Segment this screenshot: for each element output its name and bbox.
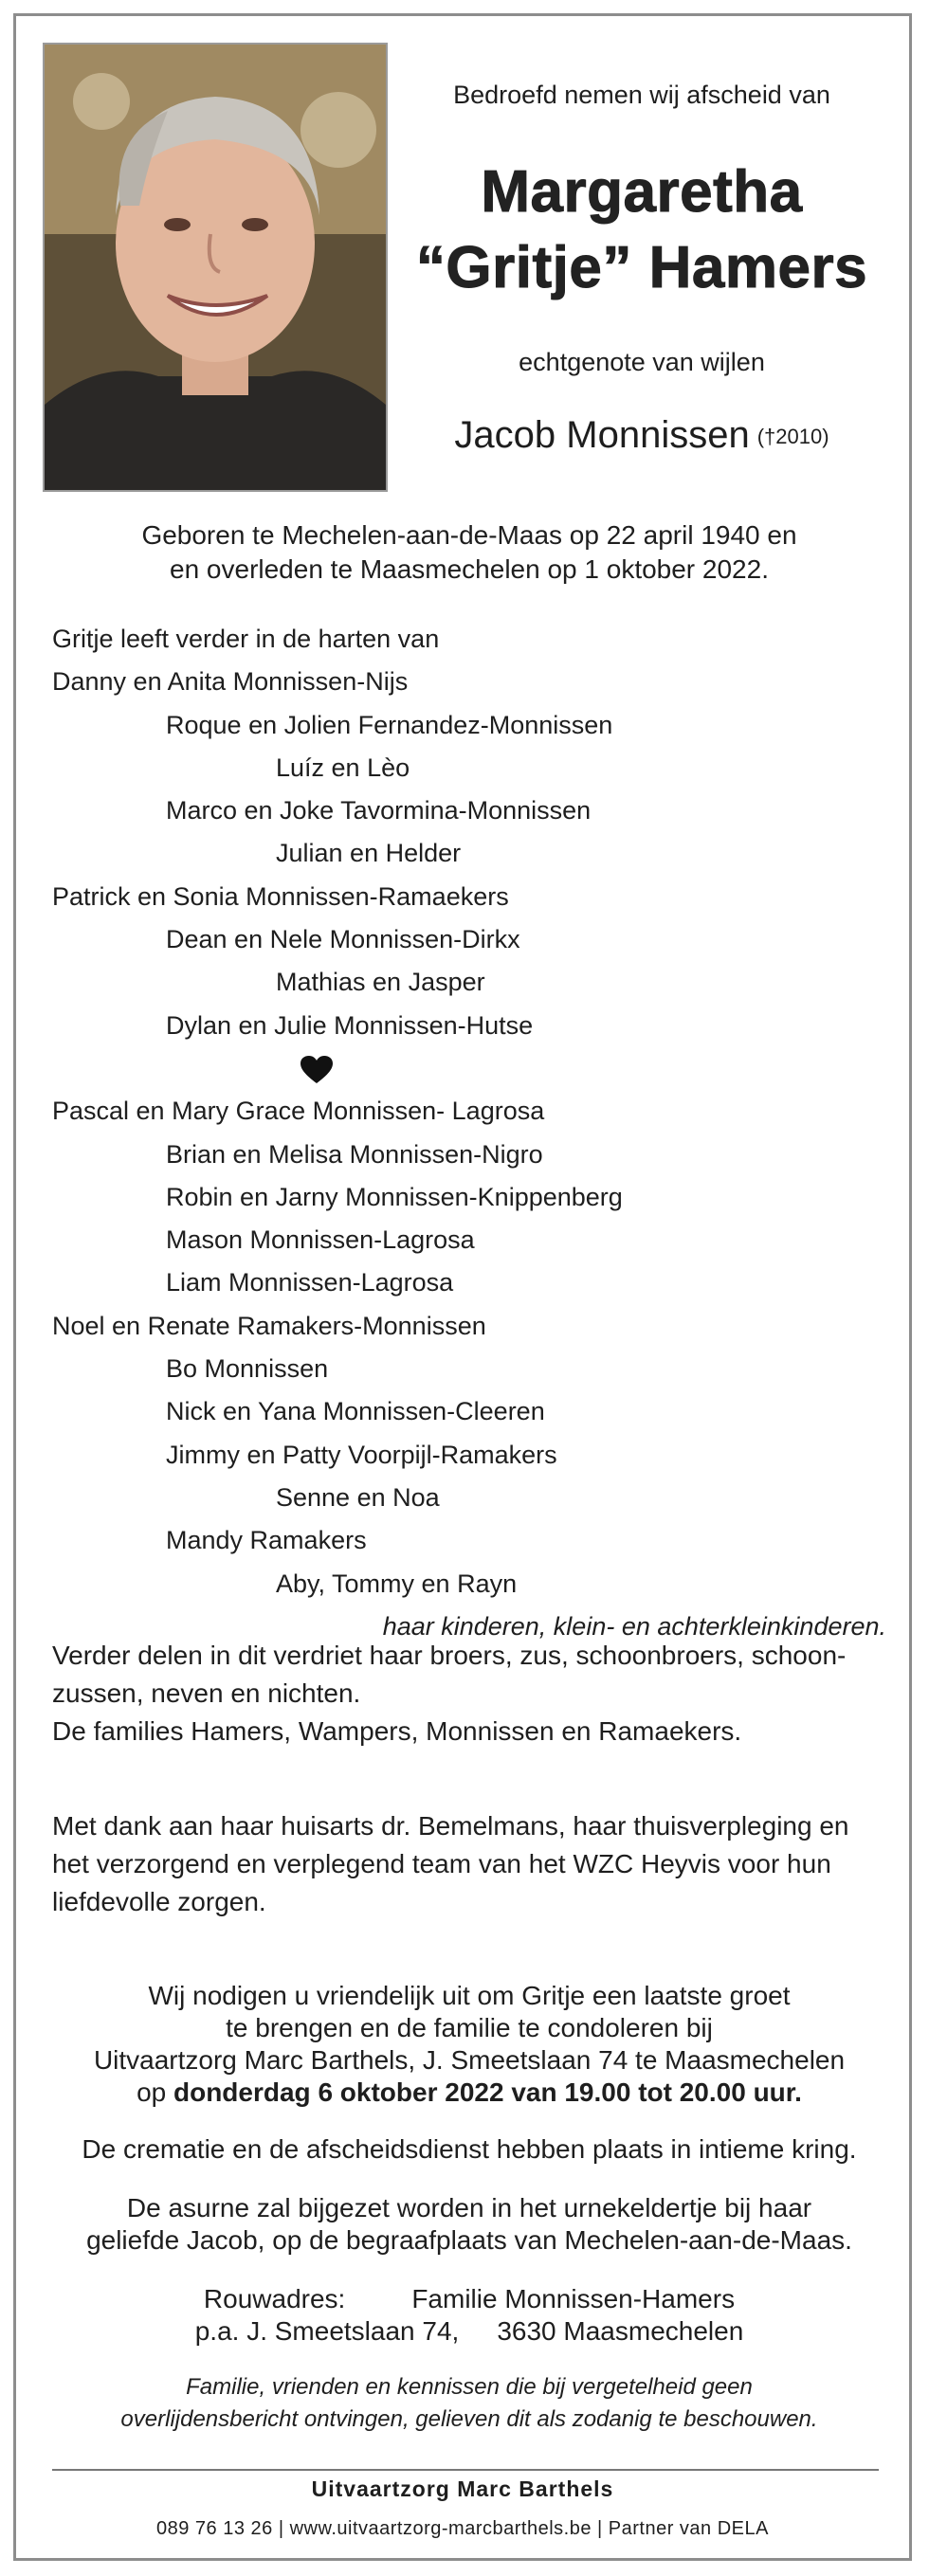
deceased-first-name: Margaretha	[481, 159, 803, 225]
footer-phone: 089 76 13 26	[156, 2518, 273, 2539]
family-member-row: Danny en Anita Monnissen-Nijs	[52, 667, 409, 697]
share-line-1: Verder delen in dit verdriet haar broers, zus, schoonbroers, schoon-	[52, 1641, 847, 1670]
family-member-row: Jimmy en Patty Voorpijl-Ramakers	[166, 1440, 557, 1469]
invite-line-1: Wij nodigen u vriendelijk uit om Gritje een laatste groet	[148, 1981, 791, 2010]
invite-line-2: te brengen en de familie te condoleren bij	[226, 2013, 713, 2042]
invite-line-3: Uitvaartzorg Marc Barthels, J. Smeetslaan 74 te Maasmechelen	[93, 2045, 846, 2075]
family-member-row: Mathias en Jasper	[276, 968, 485, 997]
family-member-row: Bo Monnissen	[166, 1354, 329, 1384]
mourning-address	[52, 2283, 886, 2348]
obituary-card	[13, 13, 912, 2561]
family-member-row: Patrick en Sonia Monnissen-Ramaekers	[52, 881, 509, 911]
share-line-2: zussen, neven en nichten.	[52, 1678, 361, 1708]
address-label: Rouwadres:	[203, 2284, 346, 2313]
family-list	[52, 618, 886, 1648]
birth-line-1: Geboren te Mechelen-aan-de-Maas op 22 april 1940 en	[141, 520, 797, 550]
address-family: Familie Monnissen-Hamers	[411, 2284, 736, 2313]
spouse-name: Jacob Monnissen	[454, 414, 750, 456]
footer-separator: |	[597, 2518, 603, 2539]
invite-prefix: op	[137, 2077, 173, 2107]
intro-text: Bedroefd nemen wij afscheid van	[453, 81, 830, 109]
spouse-intro: echtgenote van wijlen	[519, 348, 765, 376]
spouse-death-year: (†2010)	[756, 425, 829, 449]
heart-icon	[301, 1056, 333, 1084]
address-street: p.a. J. Smeetslaan 74,	[194, 2316, 460, 2346]
footer-title: Uitvaartzorg Marc Barthels	[311, 2476, 614, 2501]
footer-separator: |	[278, 2518, 284, 2539]
cremation-text: De crematie en de afscheidsdienst hebben plaats in intieme kring.	[82, 2134, 857, 2164]
family-closing: haar kinderen, klein- en achterkleinkinderen.	[382, 1611, 886, 1641]
family-member-row: Mandy Ramakers	[166, 1526, 367, 1555]
footer-partner: Partner van DELA	[608, 2518, 769, 2539]
notice-line-1: Familie, vrienden en kennissen die bij vergetelheid geen	[186, 2374, 753, 2400]
family-member-row: Roque en Jolien Fernandez-Monnissen	[166, 710, 613, 739]
family-member-row: Luíz en Lèo	[276, 753, 410, 782]
family-member-row: Mason Monnissen-Lagrosa	[166, 1225, 475, 1255]
family-member-row: Liam Monnissen-Lagrosa	[166, 1268, 454, 1297]
thanks-line-1: Met dank aan haar huisarts dr. Bemelmans, haar thuisverpleging en	[52, 1811, 849, 1841]
family-member-row: Senne en Noa	[276, 1482, 440, 1512]
portrait-illustration	[45, 45, 386, 490]
thanks-line-3: liefdevolle zorgen.	[52, 1887, 266, 1916]
footer-divider	[52, 2469, 879, 2471]
family-member-row: Noel en Renate Ramakers-Monnissen	[52, 1311, 486, 1340]
family-rows	[52, 661, 886, 1605]
share-line-3: De families Hamers, Wampers, Monnissen en Ramaekers.	[52, 1716, 742, 1746]
family-member-row: Pascal en Mary Grace Monnissen- Lagrosa	[52, 1097, 545, 1126]
family-member-row: Brian en Melisa Monnissen-Nigro	[166, 1139, 543, 1169]
thanks-text	[52, 1807, 886, 1921]
family-member-row: Aby, Tommy en Rayn	[276, 1569, 518, 1598]
share-text	[52, 1637, 886, 1751]
family-member-row: Dean en Nele Monnissen-Dirkx	[166, 925, 520, 954]
deceased-nickname-surname: “Gritje” Hamers	[415, 235, 868, 300]
notice-text	[52, 2371, 886, 2436]
thanks-line-2: het verzorgend en verplegend team van het WZC Heyvis voor hun	[52, 1849, 831, 1878]
address-city: 3630 Maasmechelen	[497, 2316, 744, 2346]
footer-contact	[16, 2518, 909, 2540]
invitation-text	[52, 1980, 886, 2109]
family-member-row: Marco en Joke Tavormina-Monnissen	[166, 796, 592, 825]
family-member-row: Julian en Helder	[276, 839, 462, 868]
invite-line-4	[52, 2077, 886, 2109]
urn-line-1: De asurne zal bijgezet worden in het urnekeldertje bij haar	[126, 2193, 812, 2222]
address-line-2	[52, 2315, 886, 2348]
heart-divider	[52, 1047, 886, 1090]
urn-text	[52, 2192, 886, 2257]
spouse-line	[395, 414, 888, 457]
family-member-row: Robin en Jarny Monnissen-Knippenberg	[166, 1182, 623, 1211]
family-intro: Gritje leeft verder in de harten van	[52, 625, 440, 653]
birth-line-2: en overleden te Maasmechelen op 1 oktober 2022.	[170, 554, 769, 584]
birth-death-text	[52, 518, 886, 587]
portrait-photo	[43, 43, 388, 492]
address-line-1	[52, 2283, 886, 2315]
urn-line-2: geliefde Jacob, op de begraafplaats van Mechelen-aan-de-Maas.	[86, 2225, 852, 2255]
footer-website: www.uitvaartzorg-marcbarthels.be	[289, 2518, 592, 2539]
invite-date-time: donderdag 6 oktober 2022 van 19.00 tot 20.00 uur.	[173, 2077, 802, 2107]
family-member-row: Dylan en Julie Monnissen-Hutse	[166, 1010, 534, 1040]
notice-line-2: overlijdensbericht ontvingen, gelieven dit als zodanig te beschouwen.	[120, 2406, 818, 2432]
family-member-row: Nick en Yana Monnissen-Cleeren	[166, 1397, 545, 1426]
